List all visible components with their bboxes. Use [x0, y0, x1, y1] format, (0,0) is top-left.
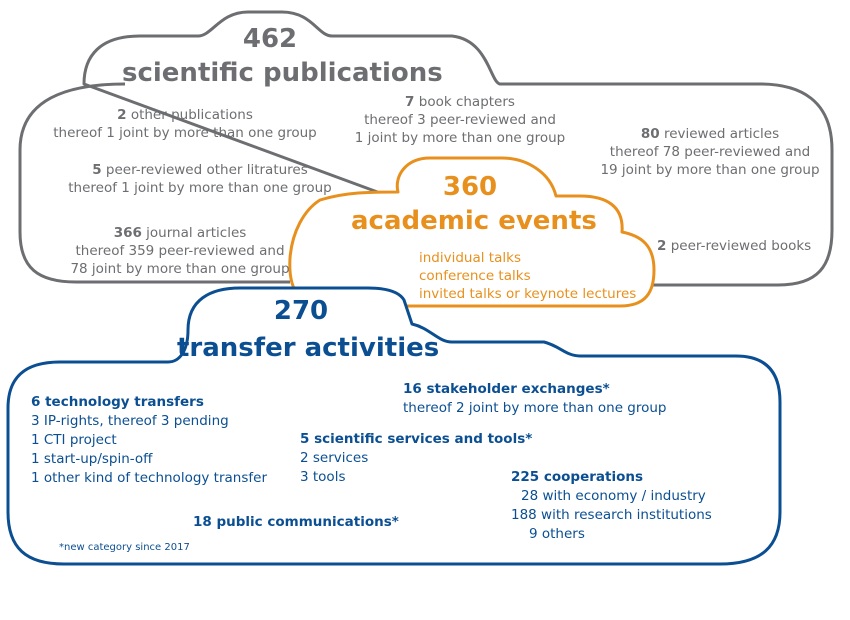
pub-book-chapters: 7 book chapters thereof 3 peer-reviewed and 1 joint by more than one group	[354, 94, 566, 146]
cooperations-heading: 225 cooperations	[511, 469, 644, 485]
stakeholder-heading: 16 stakeholder exchanges*	[403, 381, 610, 397]
pub-reviewed-articles: 80 reviewed articles thereof 78 peer-reviewed and 19 joint by more than one group	[600, 126, 820, 178]
events-count: 360	[442, 172, 498, 202]
scientific-services: 5 scientific services and tools* 2 services 3 tools	[300, 431, 533, 485]
technology-heading: 6 technology transfers	[31, 394, 204, 410]
pub-books: 2 peer-reviewed books	[657, 238, 812, 254]
events-item: conference talks	[419, 268, 531, 284]
publications-count: 462	[242, 24, 298, 54]
cooperations: 225 cooperations 28 with economy / industry 188 with research institutions 9 others	[511, 469, 712, 542]
events-item: invited talks or keynote lectures	[419, 286, 637, 302]
events-item: individual talks	[419, 250, 521, 266]
pub-other: 2 other publications thereof 1 joint by more than one group	[53, 107, 317, 141]
public-communications: 18 public communications*	[193, 514, 399, 530]
technology-transfers: 6 technology transfers 3 IP-rights, thereof 3 pending 1 CTI project 1 start-up/spin-off 1 other kind of technology transfer	[31, 394, 267, 486]
pub-journal-articles: 366 journal articles thereof 359 peer-reviewed and 78 joint by more than one group	[70, 225, 290, 277]
pub-other-literatures: 5 peer-reviewed other litratures thereof 1 joint by more than one group	[68, 162, 332, 196]
events-list	[419, 249, 636, 303]
footnote: *new category since 2017	[59, 542, 190, 553]
services-heading: 5 scientific services and tools*	[300, 431, 533, 447]
transfer-count: 270	[273, 296, 329, 326]
transfer-title: transfer activities	[177, 333, 440, 363]
publications-title: scientific publications	[122, 58, 443, 88]
events-title: academic events	[351, 206, 597, 236]
stakeholder-exchanges: 16 stakeholder exchanges* thereof 2 joint by more than one group	[403, 381, 667, 416]
